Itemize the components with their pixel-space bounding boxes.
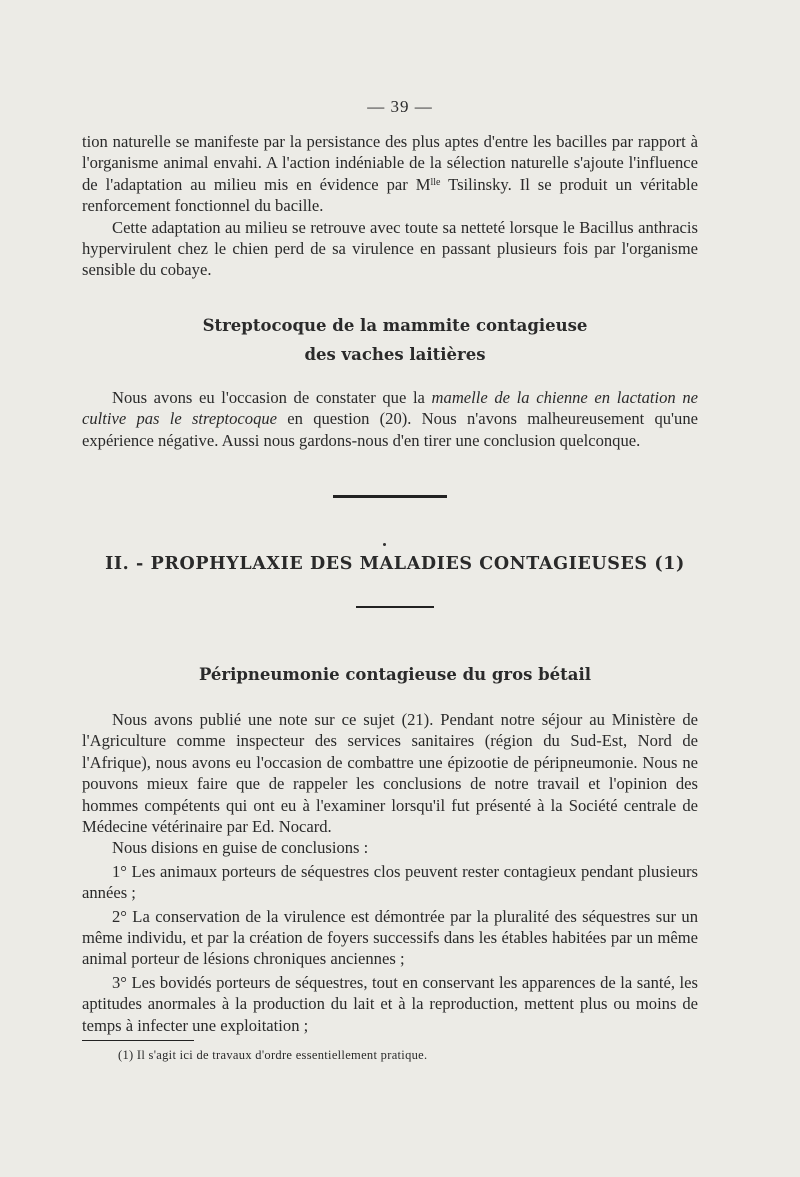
paragraph-adaptation: Cette adaptation au milieu se retrouve avec toute sa netteté lorsque le Bacillus anthracis hypervirulent chez le chien perd de sa virulence en passant plusieurs fois par l'organisme sensible du cobaye. bbox=[82, 217, 698, 280]
strepto-text-before: Nous avons eu l'occasion de constater que la bbox=[112, 388, 432, 407]
intro-text-1: tion naturelle se manifeste par la persistance des plus aptes d'entre les bacilles par rapport à l'organisme animal envahi. A l'action indéniable de la sélection naturelle s'ajoute l'influence de l'adaptation au milieu mis en évidence par M bbox=[82, 132, 698, 194]
section-divider-rule bbox=[333, 495, 447, 498]
strepto-paragraph-block bbox=[82, 387, 698, 451]
heading-streptocoque bbox=[0, 311, 790, 369]
page-number: — 39 — bbox=[367, 97, 433, 116]
conclusion-item-1: 1° Les animaux porteurs de séquestres clos peuvent rester contagieux pendant plusieurs années ; bbox=[82, 861, 698, 903]
intro-paragraph-block bbox=[82, 131, 698, 281]
section-title-underline bbox=[356, 606, 434, 608]
conclusion-item-3: 3° Les bovidés porteurs de séquestres, tout en conservant les apparences de la santé, les aptitudes anormales à la production du lait et à la reproduction, mettent plus ou moins de temps à infecter une exploitation ; bbox=[82, 972, 698, 1035]
heading-peripneumonie: Péripneumonie contagieuse du gros bétail bbox=[198, 665, 592, 684]
conclusion-item-2: 2° La conservation de la virulence est démontrée par la pluralité des séquestres sur un même individu, et par la création de foyers successifs dans les étables habitées par un même animal porteur de lésions chroniques anciennes ; bbox=[82, 906, 698, 969]
strepto-text-after: en question (20). Nous n'avons malheureusement qu'une expérience négative. Aussi nous gardons-nous d'en tirer une conclusion quelconque. bbox=[82, 409, 698, 450]
heading-streptocoque-line2: des vaches laitières bbox=[304, 345, 486, 364]
intro-superscript: lle bbox=[430, 176, 441, 188]
footnote: (1) Il s'agit ici de travaux d'ordre essentiellement pratique. bbox=[118, 1048, 428, 1062]
footnote-rule bbox=[82, 1040, 194, 1041]
peripneumonie-block bbox=[82, 709, 698, 1036]
section-title: II. - PROPHYLAXIE DES MALADIES CONTAGIEUSES (1) bbox=[105, 554, 685, 574]
intro-text-2: Tsilinsky. Il se produit un véritable renforcement fonctionnel du bacille. bbox=[82, 174, 698, 216]
ornament-dot bbox=[383, 543, 386, 546]
paragraph-strepto bbox=[82, 387, 698, 451]
paragraph-peripneumonie-1: Nous avons publié une note sur ce sujet (21). Pendant notre séjour au Ministère de l'Agriculture comme inspecteur des services sanitaires (région du Sud-Est, Nord de l'Afrique), nous avons eu l'occasion de combattre une épizootie de péripneumonie. Nous ne pouvons mieux faire que de rappeler les conclusions de notre travail et l'opinion des hommes compétents qui ont eu à l'examiner lorsqu'il fut présenté à la Société centrale de Médecine vétérinaire par Ed. Nocard. bbox=[82, 710, 698, 837]
paragraph-intro bbox=[82, 131, 698, 217]
strepto-text-italic: mamelle de la chienne en lactation ne cultive pas le streptocoque bbox=[82, 388, 698, 429]
heading-streptocoque-line1: Streptocoque de la mammite contagieuse bbox=[202, 316, 588, 335]
paragraph-peripneumonie-2: Nous disions en guise de conclusions : bbox=[112, 838, 369, 858]
